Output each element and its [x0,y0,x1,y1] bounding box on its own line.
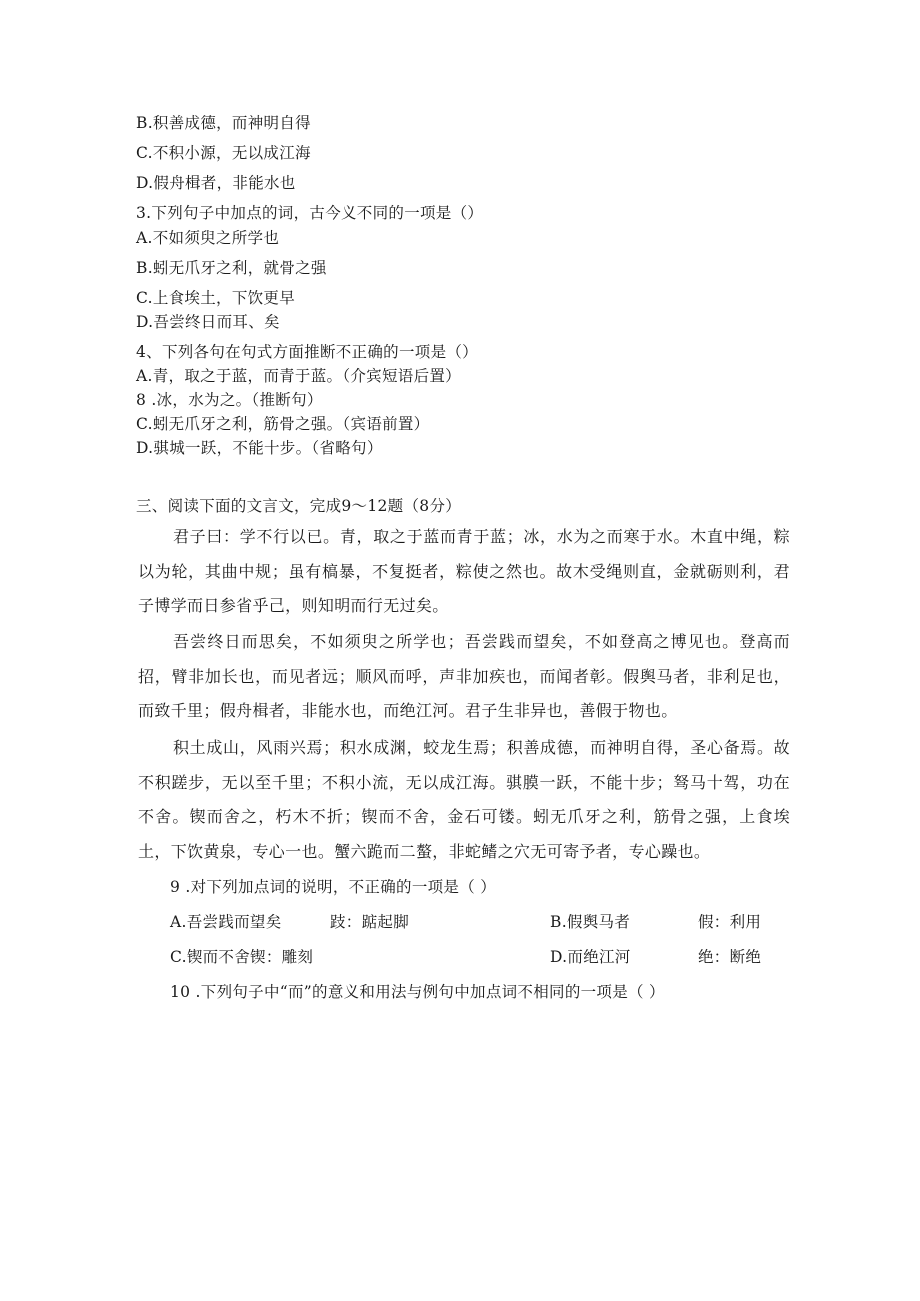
q4-option-c: C.蚓无爪牙之利，筋骨之强。（宾语前置） [136,415,430,433]
q9-option-b: B.假舆马者 [550,913,631,931]
section-3-heading: 三、阅读下面的文言文，完成9～12题（8分） [136,497,462,515]
q3-option-c: C.上食埃土，下饮更早 [136,289,296,307]
q9-option-a: A.吾尝践而望矣 [170,913,282,931]
q4-option-b: 8 .冰，水为之。（推断句） [136,391,323,409]
q9-option-b-note: 假：利用 [698,913,762,931]
q4-option-d: D.骐城一跃，不能十步。（省略句） [136,439,383,457]
q3-option-d: D.吾尝终日而耳、矣 [136,313,280,331]
q9-option-d-note: 绝：断绝 [698,948,762,966]
q2-option-c: C.不积小源，无以成江海 [136,144,311,162]
q3-option-a: A.不如须臾之所学也 [136,229,280,247]
passage-paragraph-3: 积土成山，风雨兴焉；积水成渊，蛟龙生焉；积善成德，而神明自得，圣心备焉。故不积蹉步，无以至千里；不积小流，无以成江海。骐膜一跃，不能十步；驽马十驾，功在不舍。锲而舍之，朽木不折；锲而不舍，金石可镂。蚓无爪牙之利，筋骨之强，上食埃土，下饮黄泉，专心一也。蟹六跪而二螯，非蛇鳍之穴无可寄予者，专心躁也。 [138,738,790,861]
q10-stem: 10 .下列句子中“而”的意义和用法与例句中加点词不相同的一项是（ ） [170,983,665,1001]
q9-option-a-note: 跂：踮起脚 [330,913,410,931]
q2-option-d: D.假舟楫者，非能水也 [136,174,296,192]
q3-option-b: B.蚓无爪牙之利，就骨之强 [136,259,327,277]
q9-option-d: D.而绝江河 [550,948,631,966]
q4-stem: 4、下列各句在句式方面推断不正确的一项是（） [136,343,478,361]
passage-paragraph-1: 君子曰：学不行以已。青，取之于蓝而青于蓝；冰，水为之而寒于水。木直中绳，粽以为轮，其曲中规；虽有槁暴，不复挺者，粽使之然也。故木受绳则直，金就砺则利，君子博学而日参省乎己，则知明而行无过矣。 [138,527,790,615]
q9-option-c: C.锲而不舍锲：雕刻 [170,948,314,966]
q4-option-a: A.青，取之于蓝，而青于蓝。（介宾短语后置） [136,367,461,385]
q9-stem: 9 .对下列加点词的说明，不正确的一项是（ ） [170,878,497,896]
q2-option-b: B.积善成德，而神明自得 [136,114,311,132]
passage-paragraph-2: 吾尝终日而思矣，不如须臾之所学也；吾尝践而望矣，不如登高之博见也。登高而招，臂非加长也，而见者远；顺风而呼，声非加疾也，而闻者彰。假舆马者，非利足也，而致千里；假舟楫者，非能水也，而绝江河。君子生非异也，善假于物也。 [138,632,790,720]
q3-stem: 3.下列句子中加点的词，古今义不同的一项是（） [136,204,484,222]
